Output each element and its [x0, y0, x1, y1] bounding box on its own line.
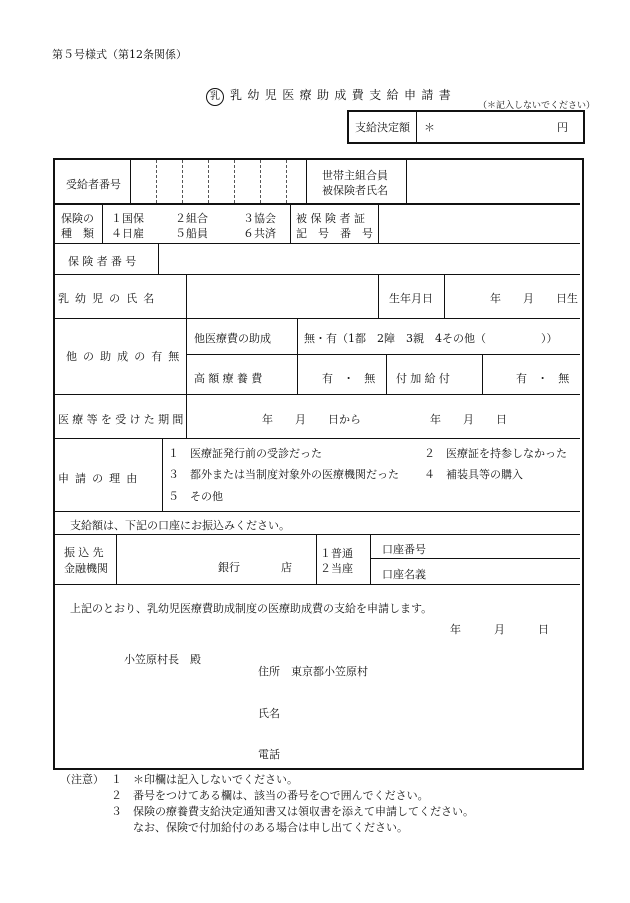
insurance-card-label-1: 被 保 険 者 証 [296, 212, 365, 225]
period-from-field[interactable]: 年 月 日から [262, 413, 361, 426]
high-cost-choice[interactable]: 有 ・ 無 [322, 372, 379, 385]
note-item-3: ３ 保険の療養費支給決定通知書又は領収書を添えて申請してください。 [111, 805, 474, 818]
insurance-option-3[interactable]: ３協会 [243, 212, 276, 225]
insurance-option-1[interactable]: １国保 [111, 212, 144, 225]
bank-suffix: 銀行 [218, 561, 240, 574]
address-label: 住所 東京都小笠原村 [258, 665, 368, 678]
applicant-name-field[interactable] [290, 700, 560, 720]
reason-option-1[interactable]: １ 医療証発行前の受診だった [168, 447, 322, 460]
form-number: 第５号様式（第12条関係） [52, 48, 187, 61]
treatment-period-label: 医療等を受けた期間 [58, 413, 187, 426]
reason-option-2[interactable]: ２ 医療証を持参しなかった [424, 447, 567, 460]
note-item-2: ２ 番号をつけてある欄は、該当の番号を○で囲んでください。 [111, 789, 429, 802]
birth-date-label: 生年月日 [389, 292, 433, 305]
applicant-name-label: 氏名 [258, 707, 280, 720]
other-aid-label: 他の助成の有無 [66, 350, 186, 363]
decision-mark: ＊ [424, 121, 435, 134]
additional-benefit-label: 付加給付 [396, 372, 454, 385]
decision-amount-field[interactable] [425, 114, 553, 136]
insurance-card-label-2: 記 号 番 号 [296, 227, 373, 240]
household-head-label-1: 世帯主組合員 [322, 169, 388, 182]
account-type-2[interactable]: ２当座 [320, 562, 353, 575]
recipient-number-label: 受給者番号 [66, 178, 121, 191]
account-name-field[interactable] [440, 561, 578, 582]
note-item-4: なお、保険で付加給付のある場合は申し出てください。 [111, 821, 408, 834]
bank-label-1: 振込先 [64, 546, 107, 559]
insurance-type-label-1: 保険の [61, 212, 94, 225]
birth-date-field[interactable]: 年 月 日生 [490, 292, 578, 305]
period-to-field[interactable]: 年 月 日 [430, 413, 507, 426]
title-circle-mark: 乳 [206, 88, 224, 106]
application-date[interactable]: 年 月 日 [450, 623, 549, 636]
household-head-name-field[interactable] [408, 162, 578, 201]
note-item-1: １ ＊印欄は記入しないでください。 [111, 773, 298, 786]
insurance-option-5[interactable]: ５船員 [175, 227, 208, 240]
decision-amount-label: 支給決定額 [355, 121, 410, 134]
account-type-1[interactable]: １普通 [320, 547, 353, 560]
insurer-number-field[interactable] [160, 245, 578, 272]
reason-option-3[interactable]: ３ 都外または当制度対象外の医療機関だった [168, 468, 399, 481]
reason-option-5[interactable]: ５ その他 [168, 490, 223, 503]
recipient-number-field[interactable] [132, 162, 304, 201]
insurance-type-label-2: 種 類 [61, 227, 94, 240]
bank-label-2: 金融機関 [64, 562, 108, 575]
account-number-label: 口座番号 [382, 543, 426, 556]
high-cost-label: 高額療養費 [194, 372, 266, 385]
phone-field[interactable] [290, 741, 560, 761]
reason-label: 申請の理由 [58, 472, 144, 485]
child-name-label: 乳幼児の氏名 [58, 292, 161, 305]
application-statement: 上記のとおり、乳幼児医療費助成制度の医療助成費の支給を申請します。 [70, 602, 433, 615]
bank-instruction: 支給額は、下記の口座にお振込みください。 [70, 519, 290, 532]
account-number-field[interactable] [440, 537, 578, 556]
do-not-fill-note: （＊記入しないでください） [478, 101, 596, 111]
insurer-number-label: 保険者番号 [68, 255, 140, 268]
other-medical-aid-choice[interactable]: 無・有（1都 2障 3親 4その他（ ）） [304, 332, 558, 345]
notes-heading: （注意） [60, 773, 104, 786]
child-name-field[interactable] [188, 276, 376, 316]
form-title-wrap [206, 86, 456, 106]
address-field[interactable] [372, 660, 562, 678]
additional-benefit-choice[interactable]: 有 ・ 無 [516, 372, 573, 385]
phone-label: 電話 [258, 748, 280, 761]
other-medical-aid-label: 他医療費の助成 [194, 332, 271, 345]
insurance-option-2[interactable]: ２組合 [175, 212, 208, 225]
insurance-option-6[interactable]: ６共済 [243, 227, 276, 240]
account-name-label: 口座名義 [382, 568, 426, 581]
insurance-card-number-field[interactable] [380, 207, 578, 241]
form-title: 乳幼児医療助成費支給申請書 [230, 88, 457, 102]
household-head-label-2: 被保険者氏名 [322, 184, 388, 197]
decision-unit: 円 [557, 121, 568, 134]
insurance-option-4[interactable]: ４日雇 [111, 227, 144, 240]
branch-suffix: 店 [281, 561, 292, 574]
addressee: 小笠原村長 殿 [124, 653, 201, 666]
reason-option-4[interactable]: ４ 補装具等の購入 [424, 468, 523, 481]
